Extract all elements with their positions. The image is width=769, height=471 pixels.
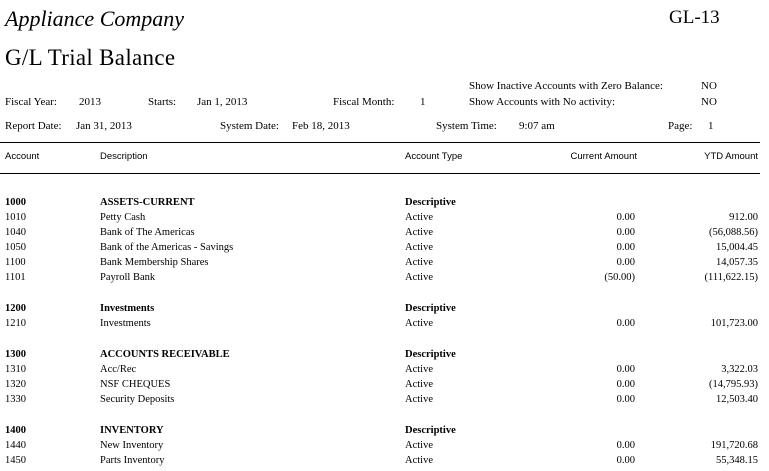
row-description: Petty Cash — [100, 212, 146, 223]
row-account: 1210 — [5, 318, 26, 329]
company-name: Appliance Company — [5, 6, 185, 31]
row-type: Active — [405, 257, 433, 268]
starts-label: Starts: — [148, 96, 177, 108]
row-account: 1050 — [5, 242, 26, 253]
fiscal-month-label: Fiscal Month: — [333, 96, 395, 108]
row-current-amount: 0.00 — [616, 227, 635, 238]
row-current-amount: 0.00 — [616, 318, 635, 329]
row-current-amount: 0.00 — [616, 440, 635, 451]
row-ytd-amount: 191,720.68 — [710, 440, 758, 451]
row-ytd-amount: 55,348.15 — [716, 455, 758, 466]
row-ytd-amount: 3,322.03 — [721, 364, 758, 375]
row-description: Payroll Bank — [100, 272, 156, 283]
row-account: 1330 — [5, 394, 26, 405]
fiscal-month-value: 1 — [420, 96, 426, 108]
group-description: ACCOUNTS RECEIVABLE — [100, 349, 230, 360]
row-description: Parts Inventory — [100, 455, 165, 466]
row-description: Bank Membership Shares — [100, 257, 209, 268]
table-row — [0, 440, 769, 455]
row-description: Security Deposits — [100, 394, 175, 405]
header-divider-top — [0, 142, 760, 143]
group-header-row — [0, 425, 769, 440]
system-time-label: System Time: — [436, 120, 497, 132]
group-description: INVENTORY — [100, 425, 164, 436]
report-title: G/L Trial Balance — [5, 45, 176, 70]
group-type: Descriptive — [405, 303, 456, 314]
table-row — [0, 379, 769, 394]
report-date-value: Jan 31, 2013 — [76, 120, 132, 132]
row-account: 1320 — [5, 379, 26, 390]
row-type: Active — [405, 272, 433, 283]
row-ytd-amount: 14,057.35 — [716, 257, 758, 268]
row-description: New Inventory — [100, 440, 164, 451]
row-current-amount: 0.00 — [616, 242, 635, 253]
row-ytd-amount: 12,503.40 — [716, 394, 758, 405]
row-account: 1310 — [5, 364, 26, 375]
group-account: 1000 — [5, 197, 26, 208]
system-date-label: System Date: — [220, 120, 279, 132]
table-row — [0, 364, 769, 379]
group-account: 1300 — [5, 349, 26, 360]
report-code: GL-13 — [669, 7, 720, 28]
row-account: 1010 — [5, 212, 26, 223]
row-type: Active — [405, 455, 433, 466]
group-type: Descriptive — [405, 425, 456, 436]
table-row — [0, 455, 769, 470]
row-type: Active — [405, 440, 433, 451]
group-type: Descriptive — [405, 197, 456, 208]
row-description: Acc/Rec — [100, 364, 137, 375]
row-type: Active — [405, 242, 433, 253]
table-row — [0, 227, 769, 242]
fiscal-year-value: 2013 — [79, 96, 101, 108]
table-row — [0, 257, 769, 272]
row-type: Active — [405, 227, 433, 238]
row-description: NSF CHEQUES — [100, 379, 171, 390]
row-type: Active — [405, 394, 433, 405]
column-current-amount: Current Amount — [570, 151, 637, 162]
page-value: 1 — [708, 120, 714, 132]
table-row — [0, 394, 769, 409]
row-type: Active — [405, 212, 433, 223]
header-divider-bottom — [0, 173, 760, 174]
group-description: Investments — [100, 303, 155, 314]
row-account: 1100 — [5, 257, 26, 268]
group-description: ASSETS-CURRENT — [100, 197, 195, 208]
row-current-amount: 0.00 — [616, 455, 635, 466]
group-account: 1400 — [5, 425, 26, 436]
option-inactive-label: Show Inactive Accounts with Zero Balance: — [469, 80, 663, 92]
fiscal-year-label: Fiscal Year: — [5, 96, 57, 108]
row-description: Bank of The Americas — [100, 227, 195, 238]
group-header-row — [0, 197, 769, 212]
row-description: Investments — [100, 318, 151, 329]
table-row — [0, 212, 769, 227]
row-ytd-amount: (111,622.15) — [704, 272, 758, 283]
option-inactive-value: NO — [701, 80, 717, 92]
row-account: 1450 — [5, 455, 26, 466]
column-ytd-amount: YTD Amount — [704, 151, 758, 162]
row-ytd-amount: (14,795.93) — [709, 379, 758, 390]
row-current-amount: 0.00 — [616, 364, 635, 375]
row-type: Active — [405, 318, 433, 329]
row-description: Bank of the Americas - Savings — [100, 242, 234, 253]
column-description: Description — [100, 151, 148, 162]
row-ytd-amount: 101,723.00 — [710, 318, 758, 329]
option-noactivity-label: Show Accounts with No activity: — [469, 96, 616, 108]
system-date-value: Feb 18, 2013 — [292, 120, 350, 132]
table-row — [0, 272, 769, 287]
group-header-row — [0, 303, 769, 318]
row-current-amount: 0.00 — [616, 212, 635, 223]
option-noactivity-value: NO — [701, 96, 717, 108]
starts-value: Jan 1, 2013 — [197, 96, 248, 108]
row-ytd-amount: (56,088.56) — [709, 227, 758, 238]
group-header-row — [0, 349, 769, 364]
row-type: Active — [405, 379, 433, 390]
row-account: 1101 — [5, 272, 26, 283]
group-type: Descriptive — [405, 349, 456, 360]
row-account: 1440 — [5, 440, 26, 451]
table-row — [0, 318, 769, 333]
row-current-amount: 0.00 — [616, 379, 635, 390]
system-time-value: 9:07 am — [519, 120, 555, 132]
column-account: Account — [5, 151, 40, 162]
report-date-label: Report Date: — [5, 120, 62, 132]
row-current-amount: 0.00 — [616, 394, 635, 405]
table-row — [0, 242, 769, 257]
page-label: Page: — [668, 120, 693, 132]
group-account: 1200 — [5, 303, 26, 314]
row-type: Active — [405, 364, 433, 375]
row-current-amount: 0.00 — [616, 257, 635, 268]
row-current-amount: (50.00) — [604, 272, 635, 283]
row-ytd-amount: 15,004.45 — [716, 242, 758, 253]
row-ytd-amount: 912.00 — [729, 212, 758, 223]
column-account-type: Account Type — [405, 151, 463, 162]
row-account: 1040 — [5, 227, 26, 238]
